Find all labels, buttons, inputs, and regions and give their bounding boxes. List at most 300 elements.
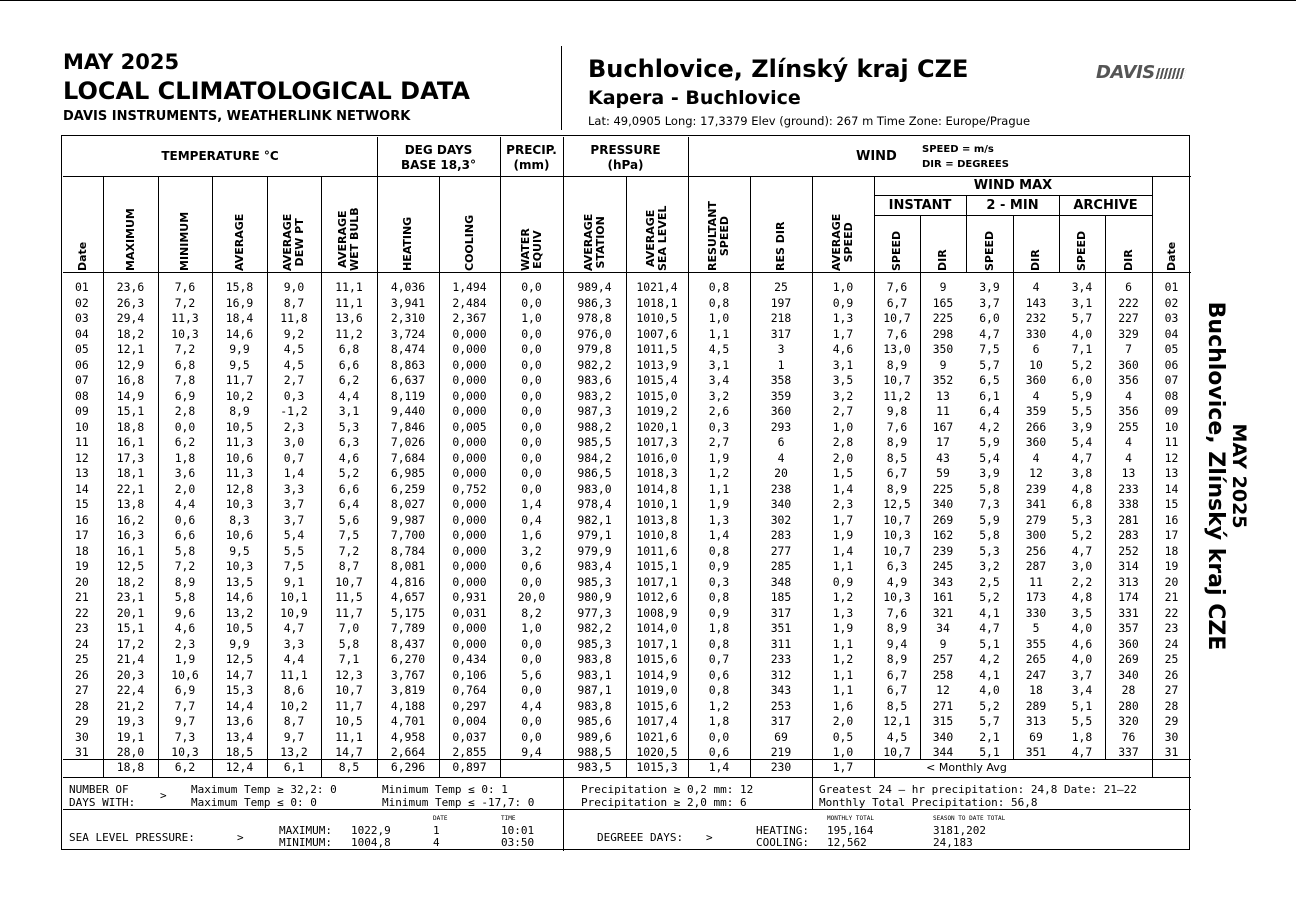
data-cell: 1,8 <box>708 714 730 728</box>
report-title: LOCAL CLIMATOLOGICAL DATA <box>63 77 470 105</box>
header-average <box>212 178 267 271</box>
report-header <box>63 50 470 124</box>
data-cell: 4,7 <box>1071 450 1093 465</box>
data-cell: 351 <box>770 621 792 635</box>
data-cell: 358 <box>770 373 792 387</box>
data-cell: 9,1 <box>283 574 305 589</box>
data-cell: 12,8 <box>225 481 254 496</box>
data-cell: 1,1 <box>708 326 730 341</box>
pressure-max-date: 1 <box>433 824 440 837</box>
data-cell: 1,8 <box>1071 729 1093 744</box>
data-cell: 280 <box>1118 698 1139 713</box>
monthly-avg-label: < Monthly Avg <box>926 761 1007 774</box>
data-cell: 5,7 <box>979 714 1000 728</box>
data-cell: 1013,8 <box>636 512 678 527</box>
summary-rule <box>63 809 1191 810</box>
data-cell: 4,2 <box>979 419 1000 434</box>
data-cell: 6,0 <box>1071 373 1093 387</box>
data-cell: 8,9 <box>174 574 196 589</box>
data-cell: 07 <box>1164 373 1179 387</box>
data-cell: 8,027 <box>390 497 426 511</box>
header-label-avg-dew-pt: AVERAGE DEW PT <box>281 213 306 271</box>
data-cell: 0,3 <box>283 388 305 403</box>
data-cell: 2,0 <box>832 450 854 465</box>
data-cell: 30 <box>1164 729 1179 744</box>
data-cell: 3 <box>777 342 785 356</box>
data-cell: 12,5 <box>225 652 254 666</box>
data-cell: 1,0 <box>708 311 730 325</box>
data-cell: 2,0 <box>174 481 196 496</box>
data-cell: 10,3 <box>225 559 254 573</box>
header-archive-speed <box>1059 217 1105 271</box>
pressure-max-label: MAXIMUM: <box>279 824 332 837</box>
degree-cooling-month: 12,562 <box>827 836 867 849</box>
data-cell: 1,9 <box>832 621 854 635</box>
data-cell: 0,8 <box>708 543 730 558</box>
data-cell: 17 <box>936 435 950 449</box>
data-cell: 1,2 <box>832 652 854 666</box>
data-cell: 5,7 <box>1071 311 1093 325</box>
data-cell: 4,9 <box>886 574 908 589</box>
data-cell: 0,000 <box>452 388 487 403</box>
data-cell: 1,1 <box>832 636 854 651</box>
station-location: Buchlovice, Zlínský kraj CZE <box>588 55 969 83</box>
data-cell: 11,7 <box>335 605 363 620</box>
data-cell: 285 <box>770 559 792 573</box>
data-cell: 7,8 <box>174 373 196 387</box>
data-cell: 356 <box>1118 373 1139 387</box>
data-cell: 321 <box>932 605 954 620</box>
data-cell: 1,4 <box>832 543 854 558</box>
data-cell: 2,484 <box>452 295 487 310</box>
header-minimum <box>158 178 212 271</box>
data-cell: 18,2 <box>116 326 145 341</box>
data-cell: 29 <box>1164 714 1179 728</box>
summary-max-temp-lo: Maximum Temp ≤ 0: 0 <box>191 796 317 809</box>
data-cell: 279 <box>1025 512 1047 527</box>
top-border <box>0 0 1296 1</box>
data-cell: 3,9 <box>979 466 1000 480</box>
data-cell: 5,8 <box>174 590 196 604</box>
data-cell: 1017,1 <box>636 574 678 589</box>
data-cell: 10 <box>75 419 89 434</box>
data-cell: 1012,6 <box>636 590 678 604</box>
data-cell: 987,3 <box>577 404 612 418</box>
data-cell: 0,0 <box>521 342 542 356</box>
data-cell: 0,0 <box>174 419 196 434</box>
data-cell: 12,5 <box>883 497 911 511</box>
data-cell: 0,6 <box>521 559 542 573</box>
data-cell: 3,2 <box>979 559 1000 573</box>
station-header <box>588 55 1030 128</box>
data-cell: 359 <box>1025 404 1047 418</box>
data-cell: 9 <box>939 357 947 372</box>
data-cell: 239 <box>932 543 954 558</box>
data-cell: 11,1 <box>335 729 363 744</box>
data-cell: 1010,1 <box>636 497 678 511</box>
data-cell: 7,700 <box>390 528 426 542</box>
data-cell: 360 <box>1025 373 1047 387</box>
data-cell: 6 <box>1032 342 1040 356</box>
data-cell: 5,8 <box>174 543 196 558</box>
header-label-archive-dir: DIR <box>1121 249 1135 271</box>
data-cell: 16,8 <box>116 373 145 387</box>
data-cell: 0,3 <box>708 574 730 589</box>
data-cell: 988,5 <box>577 745 612 759</box>
data-cell: 25 <box>774 280 788 294</box>
data-cell: 28 <box>1121 683 1136 697</box>
data-cell: 7,7 <box>174 698 196 713</box>
data-cell: 317 <box>770 605 792 620</box>
data-cell: 6,8 <box>1071 497 1093 511</box>
data-cell: 11,2 <box>883 388 911 403</box>
data-cell: 0,9 <box>832 574 854 589</box>
data-cell: 1011,6 <box>636 543 678 558</box>
data-cell: 1018,1 <box>636 295 678 310</box>
data-cell: 165 <box>932 295 954 310</box>
data-cell: 4,816 <box>390 574 426 589</box>
data-cell: 23,1 <box>116 590 145 604</box>
data-cell: 6,270 <box>390 652 426 666</box>
data-cell: 989,4 <box>577 280 612 294</box>
data-cell: 983,6 <box>577 373 612 387</box>
data-cell: 351 <box>1025 745 1047 759</box>
data-cell: 10,2 <box>280 698 308 713</box>
data-cell: 988,2 <box>577 419 612 434</box>
summary-precip-02: Precipitation ≥ 0,2 mm: 12 <box>581 783 754 796</box>
data-cell: 13,8 <box>116 497 145 511</box>
average-cell: 230 <box>770 760 792 774</box>
summary-greatest: Greatest 24 — hr precipitation: 24,8 Date: 21–22 <box>819 783 1137 796</box>
data-cell: 356 <box>1118 404 1139 418</box>
data-cell: 329 <box>1118 326 1139 341</box>
data-cell: 247 <box>1025 667 1047 682</box>
data-cell: 15 <box>1164 497 1179 511</box>
data-cell: 2,8 <box>174 404 196 418</box>
data-cell: 11 <box>1029 574 1043 589</box>
data-cell: 18,1 <box>116 466 145 480</box>
degree-heating-label: HEATING: <box>756 824 809 837</box>
data-cell: 1,2 <box>832 590 854 604</box>
data-cell: 1015,0 <box>636 388 678 403</box>
data-cell: 7,2 <box>174 342 196 356</box>
data-cell: 03 <box>75 311 89 325</box>
data-cell: 17 <box>75 528 89 542</box>
data-cell: 5,1 <box>979 636 1000 651</box>
data-cell: 5,5 <box>1071 404 1093 418</box>
data-cell: 09 <box>1164 404 1179 418</box>
data-cell: 4,6 <box>832 342 854 356</box>
data-cell: 0,0 <box>521 419 542 434</box>
data-cell: 0,000 <box>452 373 487 387</box>
data-cell: 7,1 <box>1071 342 1093 356</box>
header-cooling <box>439 178 500 271</box>
data-cell: 3,1 <box>832 357 854 372</box>
data-cell: 7,3 <box>174 729 196 744</box>
data-cell: 18,8 <box>116 419 145 434</box>
data-cell: 12 <box>75 450 89 465</box>
header-label-two-min-speed: SPEED <box>982 230 996 271</box>
data-cell: 16,1 <box>116 435 145 449</box>
data-cell: 05 <box>75 342 89 356</box>
data-cell: 10,3 <box>883 528 911 542</box>
data-cell: 3,2 <box>832 388 854 403</box>
data-cell: 69 <box>1029 729 1043 744</box>
data-cell: 09 <box>75 404 89 418</box>
data-cell: 9 <box>939 636 947 651</box>
data-cell: 4,7 <box>979 326 1000 341</box>
data-cell: 300 <box>1025 528 1047 542</box>
data-cell: 0,0 <box>521 729 542 744</box>
data-cell: 4 <box>1125 435 1132 449</box>
data-cell: 7,1 <box>338 652 360 666</box>
data-cell: 360 <box>770 404 792 418</box>
data-cell: 4,6 <box>174 621 196 635</box>
data-cell: 5,9 <box>979 512 1000 527</box>
data-cell: 12,9 <box>116 357 145 372</box>
header-date-right <box>1152 178 1191 271</box>
header-label-avg-sea-level: AVERAGE SEA LEVEL <box>644 205 669 271</box>
data-cell: 14,9 <box>116 388 145 403</box>
data-cell: 1014,9 <box>636 667 678 682</box>
data-cell: 9,9 <box>229 342 250 356</box>
data-cell: 359 <box>770 388 792 403</box>
data-cell: 3,4 <box>1071 683 1093 697</box>
data-cell: 989,6 <box>577 729 612 744</box>
data-cell: 0,000 <box>452 512 487 527</box>
header-date <box>63 178 103 271</box>
summary-precip-20: Precipitation ≥ 2,0 mm: 6 <box>581 796 747 809</box>
data-cell: 1,2 <box>708 466 730 480</box>
data-cell: 1,1 <box>832 667 854 682</box>
data-cell: 28,0 <box>116 745 145 759</box>
data-cell: 3,2 <box>521 543 542 558</box>
data-cell: 1010,8 <box>636 528 678 542</box>
data-cell: 4,7 <box>979 621 1000 635</box>
data-cell: 197 <box>770 295 792 310</box>
side-location: Buchlovice, Zlínský kraj CZE <box>1203 301 1228 651</box>
degree-arrow: > <box>706 831 713 844</box>
summary-divider <box>563 777 564 851</box>
data-cell: 5,2 <box>338 466 360 480</box>
average-cell: 12,4 <box>225 760 254 774</box>
degree-monthly-header: MONTHLY TOTAL <box>827 815 874 822</box>
header-label-avg-wet-bulb: AVERAGE WET BULB <box>336 207 361 271</box>
data-cell: 2,7 <box>708 435 730 449</box>
data-cell: 18 <box>75 543 89 558</box>
pressure-time-header: TIME <box>501 815 516 822</box>
data-cell: 2,855 <box>452 745 487 759</box>
data-cell: 1011,5 <box>636 342 678 356</box>
data-cell: 22,1 <box>116 481 145 496</box>
data-cell: 10,1 <box>280 590 308 604</box>
data-cell: 1,0 <box>521 311 542 325</box>
data-cell: 222 <box>1118 295 1139 310</box>
data-cell: 31 <box>1164 745 1179 759</box>
data-cell: 360 <box>1025 435 1047 449</box>
data-cell: 23,6 <box>116 280 145 294</box>
data-cell: 277 <box>770 543 792 558</box>
wind-dir-unit: DIR = DEGREES <box>922 159 1009 170</box>
data-cell: 143 <box>1025 295 1047 310</box>
data-cell: 1,9 <box>708 450 730 465</box>
data-cell: 338 <box>1118 497 1139 511</box>
data-cell: 6,259 <box>390 481 426 496</box>
data-cell: 4 <box>1125 388 1132 403</box>
data-cell: 3,4 <box>1071 280 1093 294</box>
data-cell: 1,3 <box>832 605 854 620</box>
data-cell: 983,2 <box>577 388 612 403</box>
data-cell: 302 <box>770 512 792 527</box>
data-cell: 25 <box>1164 652 1179 666</box>
data-cell: 2,0 <box>832 714 854 728</box>
data-cell: 76 <box>1121 729 1136 744</box>
data-cell: 257 <box>932 652 954 666</box>
data-cell: 5,4 <box>1071 435 1093 449</box>
data-cell: 979,8 <box>577 342 612 356</box>
group-pressure-unit: (hPa) <box>607 158 644 172</box>
data-cell: 174 <box>1118 590 1139 604</box>
data-cell: 07 <box>75 373 89 387</box>
data-cell: 10,7 <box>883 543 911 558</box>
data-cell: 0,0 <box>521 388 542 403</box>
data-cell: 5,3 <box>1071 512 1093 527</box>
data-cell: 12 <box>936 683 950 697</box>
data-cell: 0,3 <box>708 419 730 434</box>
data-cell: 6,4 <box>979 404 1000 418</box>
degree-season-header: SEASON TO DATE TOTAL <box>933 815 1006 822</box>
data-cell: 1,0 <box>832 419 854 434</box>
data-cell: 26 <box>75 667 89 682</box>
data-cell: 978,4 <box>577 497 612 511</box>
pressure-min-time: 03:50 <box>501 836 535 849</box>
data-cell: 18,5 <box>225 745 254 759</box>
data-cell: 19 <box>75 559 89 573</box>
data-cell: 08 <box>75 388 89 403</box>
data-cell: 4,1 <box>979 667 1000 682</box>
data-cell: 0,000 <box>452 342 487 356</box>
data-cell: 0,0 <box>521 574 542 589</box>
data-cell: 0,4 <box>521 512 542 527</box>
data-cell: 5,175 <box>390 605 426 620</box>
data-cell: 1,8 <box>174 450 196 465</box>
header-instant-dir <box>920 217 966 271</box>
data-cell: 161 <box>932 590 954 604</box>
data-cell: 982,1 <box>577 512 612 527</box>
data-cell: 6,6 <box>338 357 360 372</box>
data-cell: 978,8 <box>577 311 612 325</box>
data-cell: 3,941 <box>390 295 426 310</box>
data-cell: 0,0 <box>521 636 542 651</box>
data-cell: 0,000 <box>452 466 487 480</box>
data-cell: 983,1 <box>577 667 612 682</box>
data-cell: 1020,1 <box>636 419 678 434</box>
data-cell: 3,0 <box>1071 559 1093 573</box>
header-resultant-speed <box>688 178 750 271</box>
data-cell: 02 <box>1164 295 1179 310</box>
data-cell: 13 <box>75 466 89 480</box>
data-cell: 4,5 <box>283 342 305 356</box>
data-cell: 315 <box>932 714 954 728</box>
data-cell: 2,3 <box>283 419 305 434</box>
data-cell: 13,2 <box>225 605 254 620</box>
data-cell: 4,6 <box>1071 636 1093 651</box>
data-cell: 2,2 <box>1071 574 1093 589</box>
data-cell: 7,0 <box>338 621 360 635</box>
data-cell: 4,7 <box>1071 745 1093 759</box>
data-cell: 19,1 <box>116 729 145 744</box>
data-cell: 313 <box>1025 714 1047 728</box>
data-cell: 13 <box>1164 466 1179 480</box>
average-cell: 6,296 <box>390 760 426 774</box>
data-cell: 22,4 <box>116 683 145 697</box>
data-cell: 1015,4 <box>636 373 678 387</box>
data-cell: 10,7 <box>883 373 911 387</box>
data-cell: 3,8 <box>1071 466 1093 480</box>
data-cell: 8,9 <box>229 404 250 418</box>
data-cell: 3,2 <box>708 388 730 403</box>
data-cell: 15,3 <box>225 683 254 697</box>
data-cell: 5,4 <box>979 450 1000 465</box>
header-label-two-min-dir: DIR <box>1029 249 1042 271</box>
data-cell: 10,3 <box>225 497 254 511</box>
data-cell: 5,9 <box>1071 388 1093 403</box>
data-cell: 6,0 <box>979 311 1000 325</box>
data-cell: 14,7 <box>335 745 363 759</box>
data-cell: 01 <box>1164 280 1179 294</box>
data-cell: 5,8 <box>979 528 1000 542</box>
data-cell: 04 <box>1164 326 1179 341</box>
header-archive-dir <box>1105 217 1152 271</box>
data-cell: 8,7 <box>338 559 360 573</box>
group-wind: WIND <box>856 149 897 164</box>
data-cell: 1,4 <box>832 481 854 496</box>
group-archive: ARCHIVE <box>1073 198 1138 213</box>
logo-stripes-icon <box>1155 68 1186 79</box>
data-cell: 1018,3 <box>636 466 678 480</box>
data-cell: 0,297 <box>452 698 487 713</box>
data-cell: 11,3 <box>225 435 254 449</box>
data-cell: 17,2 <box>116 636 145 651</box>
data-cell: 27 <box>1164 683 1179 697</box>
data-cell: 8,9 <box>886 652 908 666</box>
data-cell: 2,8 <box>832 435 854 449</box>
wind-speed-unit: SPEED = m/s <box>922 144 994 155</box>
data-cell: 976,0 <box>577 326 612 341</box>
data-cell: 1,6 <box>521 528 542 542</box>
data-cell: 984,2 <box>577 450 612 465</box>
data-cell: 0,0 <box>521 652 542 666</box>
header-label-res-dir: RES DIR <box>774 221 787 271</box>
data-cell: 10,5 <box>225 621 254 635</box>
data-cell: 11,3 <box>171 311 199 325</box>
header-two-min-speed <box>966 217 1013 271</box>
average-cell: 6,2 <box>174 760 196 774</box>
data-cell: 979,1 <box>577 528 612 542</box>
data-cell: 14,4 <box>225 698 254 713</box>
data-cell: 0,000 <box>452 450 487 465</box>
data-cell: 7,5 <box>979 342 1000 356</box>
data-cell: 3,1 <box>338 404 360 418</box>
data-cell: 4,7 <box>1071 543 1093 558</box>
header-label-heating: HEATING <box>401 216 414 271</box>
data-cell: 9,440 <box>390 404 426 418</box>
data-cell: 4,0 <box>1071 652 1093 666</box>
data-cell: 0,000 <box>452 435 487 449</box>
data-cell: 7,3 <box>979 497 1000 511</box>
data-cell: 1 <box>777 357 785 372</box>
data-cell: 0,000 <box>452 528 487 542</box>
